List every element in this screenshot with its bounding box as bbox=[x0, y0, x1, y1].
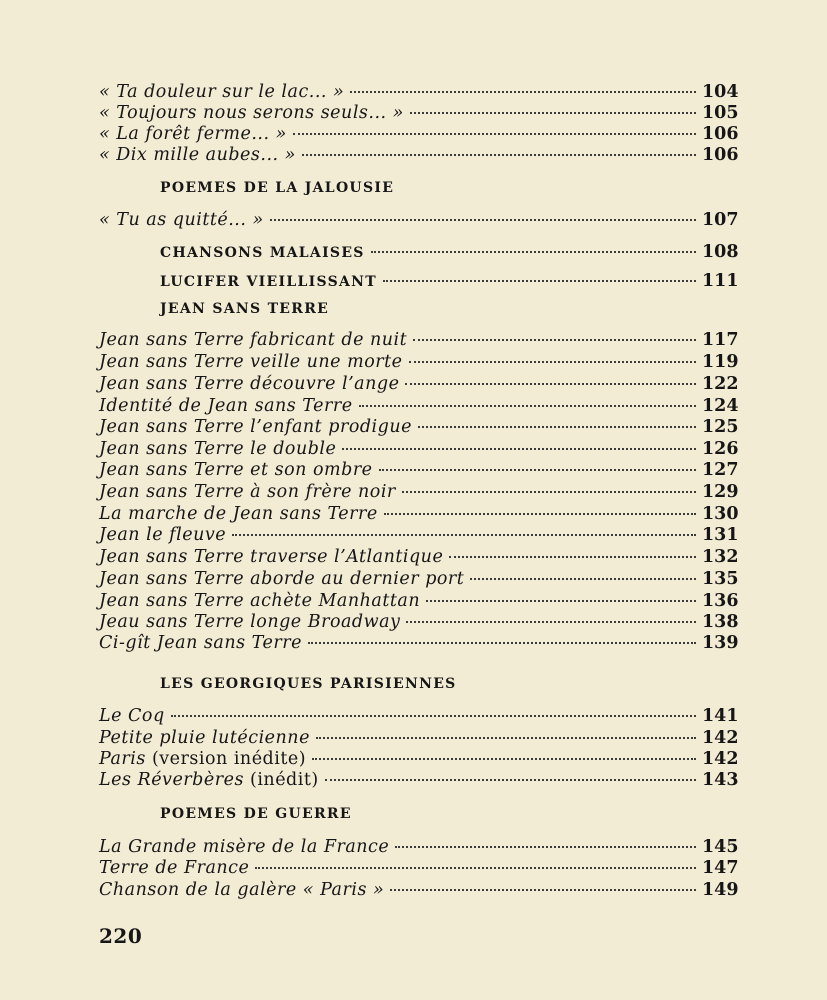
toc-entry bbox=[99, 633, 738, 655]
toc-entry bbox=[99, 728, 738, 750]
leader-dots bbox=[409, 360, 697, 363]
toc-entry-title: Le Coq bbox=[99, 706, 165, 726]
toc-entry-page: 117 bbox=[702, 330, 739, 350]
leader-dots bbox=[402, 490, 696, 493]
toc-entry bbox=[99, 880, 738, 902]
section-heading: JEAN SANS TERRE bbox=[160, 301, 330, 317]
toc-entry-page: 143 bbox=[702, 770, 739, 790]
leader-dots bbox=[410, 111, 696, 114]
toc-entry-page: 125 bbox=[702, 417, 739, 437]
toc-entry-page: 145 bbox=[702, 837, 739, 857]
leader-dots bbox=[449, 555, 696, 558]
toc-entry bbox=[99, 837, 738, 859]
leader-dots bbox=[316, 736, 696, 739]
toc-entry-page: 104 bbox=[702, 82, 739, 102]
toc-entry-page: 122 bbox=[702, 374, 739, 394]
leader-dots bbox=[270, 218, 696, 221]
toc-entry-title: Jean sans Terre le double bbox=[99, 439, 337, 459]
toc-entry-title: Jean sans Terre aborde au dernier port bbox=[99, 569, 465, 589]
toc-entry-page: 142 bbox=[702, 749, 739, 769]
toc-entry bbox=[160, 242, 738, 264]
toc-entry-page: 131 bbox=[702, 525, 739, 545]
toc-entry bbox=[99, 417, 738, 439]
toc-entry-title-note: (inédit) bbox=[243, 770, 319, 790]
leader-dots bbox=[350, 90, 696, 93]
toc-entry-title: Chanson de la galère « Paris » bbox=[99, 880, 385, 900]
leader-dots bbox=[384, 512, 696, 515]
toc-entry-title: « Ta douleur sur le lac... » bbox=[99, 82, 345, 102]
leader-dots bbox=[405, 382, 696, 385]
toc-entry bbox=[99, 770, 738, 792]
toc-entry-page: 127 bbox=[702, 460, 739, 480]
toc-entry-title: « La forêt ferme... » bbox=[99, 124, 287, 144]
toc-entry-page: 139 bbox=[702, 633, 739, 653]
toc-entry bbox=[99, 706, 738, 728]
toc-entry-page: 142 bbox=[702, 728, 739, 748]
toc-entry bbox=[99, 330, 738, 352]
toc-entry-title: Jean sans Terre achète Manhattan bbox=[99, 591, 421, 611]
toc-entry bbox=[99, 749, 738, 771]
toc-entry bbox=[99, 482, 738, 504]
toc-entry-page: 129 bbox=[702, 482, 739, 502]
leader-dots bbox=[255, 866, 696, 869]
toc-entry bbox=[99, 210, 738, 232]
toc-entry-title: « Toujours nous serons seuls... » bbox=[99, 103, 404, 123]
toc-entry bbox=[99, 374, 738, 396]
toc-entry bbox=[99, 612, 738, 634]
toc-entry-page: 119 bbox=[702, 352, 739, 372]
toc-entry bbox=[99, 396, 738, 418]
toc-entry bbox=[99, 439, 738, 461]
leader-dots bbox=[406, 620, 696, 623]
leader-dots bbox=[308, 641, 696, 644]
leader-dots bbox=[413, 338, 696, 341]
leader-dots bbox=[312, 757, 696, 760]
toc-entry-page: 124 bbox=[702, 396, 739, 416]
toc-entry-page: 105 bbox=[702, 103, 739, 123]
toc-entry-title-note: (version inédite) bbox=[145, 749, 307, 769]
toc-entry-page: 149 bbox=[702, 880, 739, 900]
page-number: 220 bbox=[99, 924, 143, 948]
toc-entry bbox=[99, 858, 738, 880]
leader-dots bbox=[426, 599, 696, 602]
toc-entry bbox=[99, 569, 738, 591]
toc-entry-title bbox=[99, 749, 306, 769]
leader-dots bbox=[293, 132, 696, 135]
toc-entry-page: 138 bbox=[702, 612, 739, 632]
toc-entry-title-italic: Paris bbox=[99, 749, 146, 769]
leader-dots bbox=[383, 279, 696, 282]
toc-entry-page: 111 bbox=[702, 271, 739, 291]
toc-entry-title: Jean le fleuve bbox=[99, 525, 227, 545]
toc-entry-title: Jean sans Terre veille une morte bbox=[99, 352, 403, 372]
toc-entry-title: Identité de Jean sans Terre bbox=[99, 396, 353, 416]
leader-dots bbox=[359, 404, 696, 407]
section-heading: LES GEORGIQUES PARISIENNES bbox=[160, 676, 457, 692]
toc-entry bbox=[99, 547, 738, 569]
toc-entry-title: LUCIFER VIEILLISSANT bbox=[160, 274, 377, 290]
toc-entry bbox=[99, 145, 738, 167]
leader-dots bbox=[390, 888, 696, 891]
section-heading: POEMES DE LA JALOUSIE bbox=[160, 180, 395, 196]
section-heading: POEMES DE GUERRE bbox=[160, 806, 352, 822]
toc-entry-page: 130 bbox=[702, 504, 739, 524]
leader-dots bbox=[232, 533, 696, 536]
leader-dots bbox=[395, 845, 696, 848]
toc-entry-title: Ci-gît Jean sans Terre bbox=[99, 633, 302, 653]
toc-entry-title: Jean sans Terre traverse l’Atlantique bbox=[99, 547, 444, 567]
toc-entry-page: 107 bbox=[702, 210, 739, 230]
toc-entry-title: Jean sans Terre l’enfant prodigue bbox=[99, 417, 412, 437]
toc-entry-title: « Dix mille aubes... » bbox=[99, 145, 296, 165]
toc-entry-title: Terre de France bbox=[99, 858, 250, 878]
toc-entry bbox=[99, 82, 738, 104]
toc-entry bbox=[99, 352, 738, 374]
toc-entry-page: 136 bbox=[702, 591, 739, 611]
toc-entry-page: 106 bbox=[702, 124, 739, 144]
leader-dots bbox=[342, 447, 696, 450]
leader-dots bbox=[171, 714, 696, 717]
toc-entry-title: « Tu as quitté... » bbox=[99, 210, 264, 230]
toc-entry-title: CHANSONS MALAISES bbox=[160, 245, 365, 261]
toc-entry-title: Petite pluie lutécienne bbox=[99, 728, 310, 748]
toc-entry-page: 126 bbox=[702, 439, 739, 459]
toc-entry-title: Jean sans Terre et son ombre bbox=[99, 460, 373, 480]
toc-entry bbox=[99, 124, 738, 146]
leader-dots bbox=[379, 468, 696, 471]
toc-entry bbox=[99, 504, 738, 526]
toc-entry bbox=[99, 460, 738, 482]
toc-entry-title bbox=[99, 770, 319, 790]
toc-entry-page: 135 bbox=[702, 569, 739, 589]
toc-entry-title-italic: Les Réverbères bbox=[99, 770, 244, 790]
toc-entry-title: Jeau sans Terre longe Broadway bbox=[99, 612, 401, 632]
leader-dots bbox=[371, 250, 696, 253]
toc-entry-title: Jean sans Terre fabricant de nuit bbox=[99, 330, 408, 350]
toc-entry-page: 108 bbox=[702, 242, 739, 262]
toc-entry-page: 106 bbox=[702, 145, 739, 165]
toc-entry bbox=[99, 103, 738, 125]
leader-dots bbox=[325, 778, 696, 781]
toc-entry-title: La Grande misère de la France bbox=[99, 837, 390, 857]
leader-dots bbox=[418, 425, 696, 428]
toc-entry bbox=[99, 525, 738, 547]
toc-entry-page: 141 bbox=[702, 706, 739, 726]
leader-dots bbox=[470, 577, 696, 580]
toc-entry-title: Jean sans Terre à son frère noir bbox=[99, 482, 396, 502]
toc-entry-page: 132 bbox=[702, 547, 739, 567]
toc-entry bbox=[160, 271, 738, 293]
toc-entry-page: 147 bbox=[702, 858, 739, 878]
leader-dots bbox=[302, 153, 696, 156]
toc-entry bbox=[99, 591, 738, 613]
toc-entry-title: La marche de Jean sans Terre bbox=[99, 504, 378, 524]
toc-entry-title: Jean sans Terre découvre l’ange bbox=[99, 374, 400, 394]
